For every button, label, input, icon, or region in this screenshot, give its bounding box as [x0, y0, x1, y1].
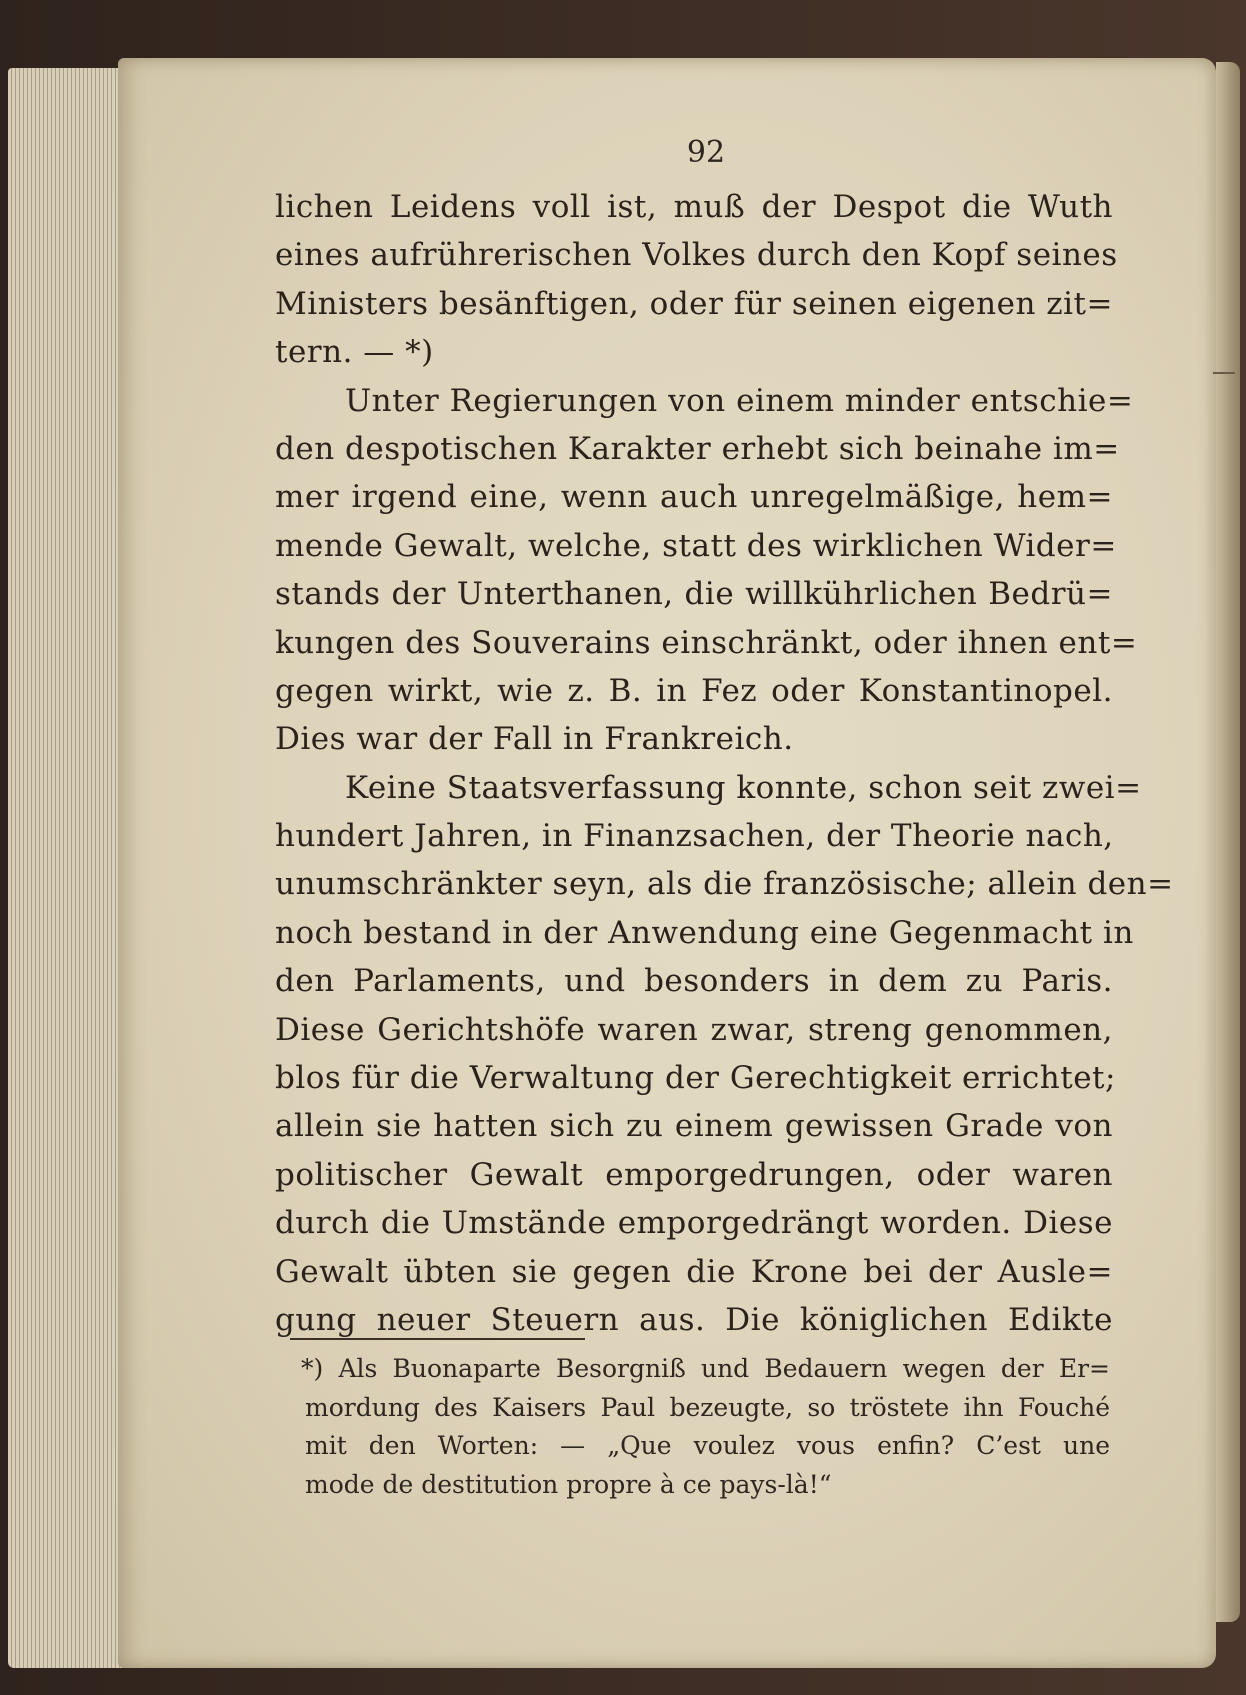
footnote-line: mit den Worten: — „Que voulez vous enfin? C’est une: [305, 1431, 1110, 1460]
text-line: mende Gewalt, welche, statt des wirklichen Wider=: [275, 527, 1117, 564]
book-cover-edge: [1216, 62, 1240, 1622]
margin-mark: [1213, 372, 1235, 374]
text-line: Gewalt übten sie gegen die Krone bei der Ausle=: [275, 1253, 1113, 1290]
footnote-line: *) Als Buonaparte Besorgniß und Bedauern wegen der Er=: [301, 1354, 1110, 1383]
body-text: [275, 183, 1174, 1344]
text-line: lichen Leidens voll ist, muß der Despot die Wuth: [275, 189, 1113, 225]
text-line: den Parlaments, und besonders in dem zu Paris.: [275, 963, 1113, 1000]
text-line: blos für die Verwaltung der Gerechtigkeit errichtet;: [275, 1060, 1116, 1097]
text-line: gung neuer Steuern aus. Die königlichen Edikte: [275, 1301, 1113, 1338]
text-line: kungen des Souverains einschränkt, oder ihnen ent=: [275, 624, 1138, 661]
text-line: tern. — *): [275, 334, 434, 371]
text-line: politischer Gewalt emporgedrungen, oder waren: [275, 1156, 1113, 1193]
text-line: Diese Gerichtshöfe waren zwar, streng genommen,: [275, 1011, 1113, 1048]
footnote: [301, 1350, 1110, 1504]
text-line: hundert Jahren, in Finanzsachen, der Theorie nach,: [275, 818, 1114, 855]
text-line: den despotischen Karakter erhebt sich beinahe im=: [275, 430, 1120, 467]
text-line: unumschränkter seyn, als die französische; allein den=: [275, 866, 1174, 903]
footnote-line: mode de destitution propre à ce pays-là!“: [305, 1469, 832, 1499]
text-line: stands der Unterthanen, die willkührlichen Bedrü=: [275, 576, 1113, 613]
footnote-line: mordung des Kaisers Paul bezeugte, so tröstete ihn Fouché: [305, 1392, 1110, 1422]
text-line: Unter Regierungen von einem minder entschie=: [345, 382, 1134, 419]
text-line: mer irgend eine, wenn auch unregelmäßige, hem=: [275, 479, 1113, 516]
page-number: 92: [686, 135, 726, 170]
text-line: eines aufrührerischen Volkes durch den Kopf seines: [275, 237, 1118, 274]
text-line: noch bestand in der Anwendung eine Gegenmacht in: [275, 914, 1134, 951]
text-line: allein sie hatten sich zu einem gewissen Grade von: [275, 1108, 1113, 1145]
footnote-rule: [290, 1338, 585, 1340]
page-edges: [8, 68, 128, 1668]
text-line: gegen wirkt, wie z. B. in Fez oder Konstantinopel.: [275, 672, 1113, 709]
text-line: durch die Umstände emporgedrängt worden. Diese: [275, 1205, 1113, 1242]
text-line: Ministers besänftigen, oder für seinen eigenen zit=: [275, 285, 1113, 322]
text-line: Dies war der Fall in Frankreich.: [275, 721, 794, 758]
text-line: Keine Staatsverfassung konnte, schon seit zwei=: [345, 769, 1142, 806]
